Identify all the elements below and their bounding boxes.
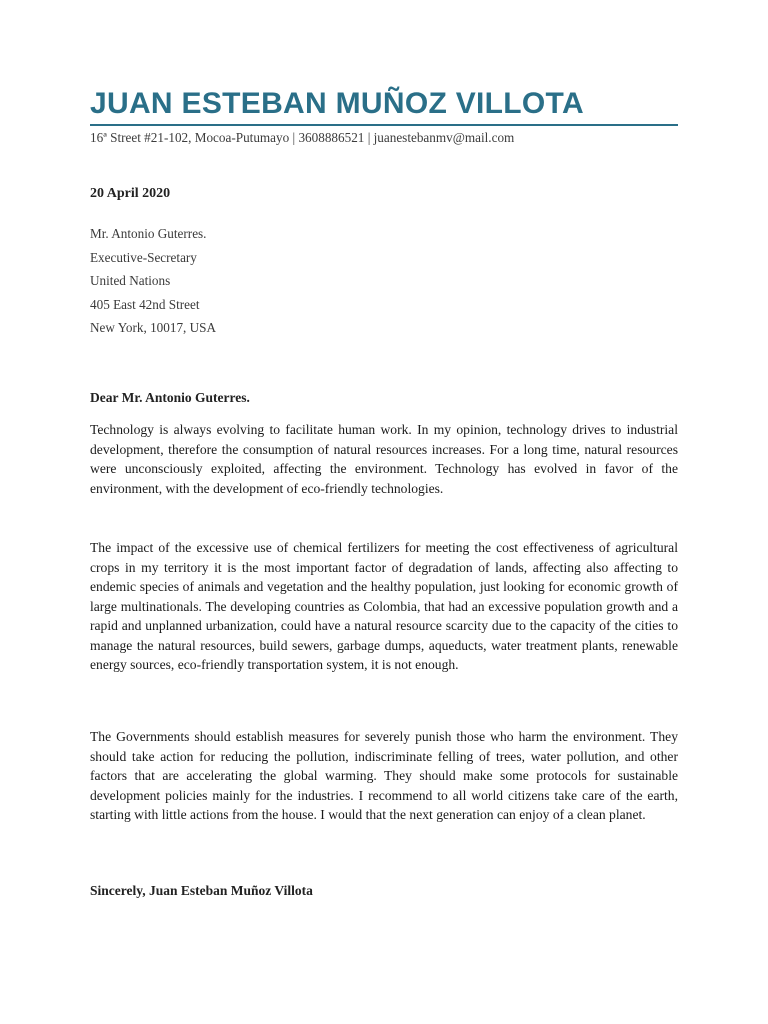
body-paragraph: The Governments should establish measures for severely punish those who harm the environment. They should take action for reducing the pollution, indiscriminate felling of trees, water pollution, and other factors that are accelerating the global warming. They should make some protocols for sustainable development policies mainly for the industries. I recommend to all world citizens take care of the earth, starting with little actions from the house. I would that the next generation can enjoy of a clean planet. <box>90 729 678 822</box>
body-paragraph: Technology is always evolving to facilitate human work. In my opinion, technology drives to industrial development, therefore the consumption of natural resources increases. For a long time, natural resources were unconsciously exploited, affecting the environment. Technology has evolved in favor of the environment, with the development of eco-friendly technologies. <box>90 422 678 496</box>
header-rule <box>90 124 678 126</box>
sender-name: JUAN ESTEBAN MUÑOZ VILLOTA <box>90 87 584 120</box>
letter-date: 20 April 2020 <box>90 186 171 201</box>
closing-signature: Sincerely, Juan Esteban Muñoz Villota <box>90 883 313 898</box>
sender-contact: 16ª Street #21-102, Mocoa-Putumayo | 3608886521 | juanestebanmv@mail.com <box>90 129 515 145</box>
recipient-line: New York, 10017, USA <box>90 320 217 335</box>
recipient-line: Mr. Antonio Guterres. <box>90 226 207 241</box>
letter-page <box>90 86 678 898</box>
body-paragraph: The impact of the excessive use of chemical fertilizers for meeting the cost effectiveness of agricultural crops in my territory it is the most important factor of degradation of lands, affecting also affecting to endemic species of animals and vegetation and the healthy population, just looking for economic growth of large multinationals. The developing countries as Colombia, that had an excessive population growth and a rapid and unplanned urbanization, could have a natural resource scarcity due to the capacity of the cities to manage the natural resources, build sewers, garbage dumps, aqueducts, water treatment plants, renewable energy sources, eco-friendly transportation system, it is not enough. <box>90 540 678 672</box>
recipient-line: 405 East 42nd Street <box>90 296 200 312</box>
recipient-line: Executive-Secretary <box>90 249 197 265</box>
recipient-address <box>90 222 216 340</box>
salutation: Dear Mr. Antonio Guterres. <box>90 390 250 405</box>
recipient-line: United Nations <box>90 273 171 288</box>
